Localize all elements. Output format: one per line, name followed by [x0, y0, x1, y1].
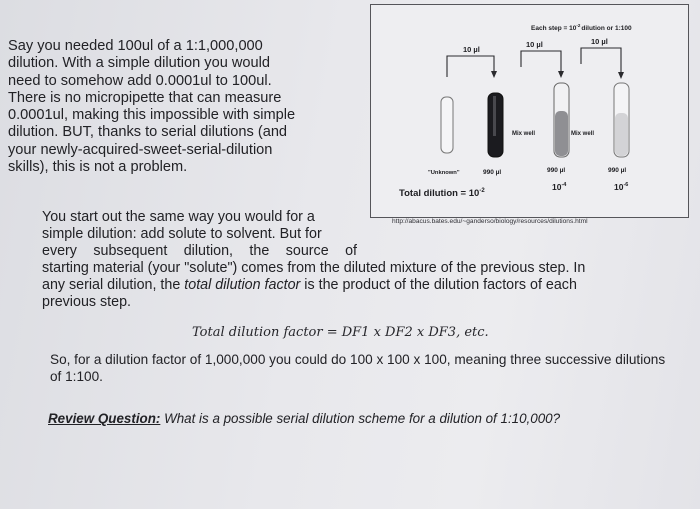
dilution-formula: Total dilution factor = DF1 x DF2 x DF3, etc. — [192, 325, 489, 340]
intro-line: your newly-acquired-sweet-serial-dilution — [8, 141, 273, 158]
body-line: You start out the same way you would for a — [42, 209, 315, 225]
body-line: starting material (your "solute") comes from the diluted mixture of the previous step. In — [42, 260, 586, 276]
intro-line: skills), this is not a problem. — [8, 159, 188, 176]
source-url[interactable]: http://abacus.bates.edu/~ganderso/biology/resources/dilutions.html — [392, 218, 588, 225]
serial-dilution-figure — [370, 4, 689, 218]
example-paragraph: So, for a dilution factor of 1,000,000 you could do 100 x 100 x 100, meaning three successive dilutions of 1:100. — [50, 352, 666, 384]
mix-well-label: Mix well — [512, 131, 536, 137]
unknown-label: "Unknown" — [428, 170, 460, 176]
review-label: Review Question: — [48, 411, 161, 426]
review-question — [48, 411, 560, 426]
second-dilution-tube — [554, 83, 569, 157]
body-line: simple dilution: add solute to solvent. But for — [42, 226, 322, 242]
volume-label: 990 µl — [608, 167, 627, 174]
first-dilution-tube — [488, 93, 503, 157]
stage-dilution-label: $10^{-4}$ — [552, 182, 567, 192]
mix-well-label: Mix well — [571, 131, 595, 137]
stage-dilution-label: $10^{-6}$ — [614, 182, 629, 192]
volume-label: 990 µl — [547, 167, 566, 174]
volume-label: 990 µl — [483, 169, 502, 176]
transfer-label: 10 µl — [591, 37, 608, 46]
intro-line: dilution. BUT, thanks to serial dilutions (and — [8, 124, 288, 141]
serial-dilution-diagram — [371, 5, 688, 217]
body-line-mixed — [42, 277, 655, 294]
body-text: is the product of the dilution factors of each — [304, 277, 577, 293]
unknown-tube — [441, 97, 453, 153]
total-dilution-label: Total dilution = $10^{-2}$ — [399, 188, 485, 199]
body-line: every subsequent dilution, the source of — [42, 243, 357, 259]
arrow-heads — [491, 71, 624, 79]
intro-line: Say you needed 100ul of a 1:1,000,000 — [8, 38, 263, 54]
figure-header: Each step = $10^{-2}dilution$ or 1:100 — [531, 23, 632, 32]
transfer-label: 10 µl — [463, 45, 480, 54]
intro-paragraph — [8, 38, 358, 176]
body-text: any serial dilution, the — [42, 277, 181, 293]
transfer-label: 10 µl — [526, 40, 543, 49]
intro-line: dilution. With a simple dilution you would — [8, 55, 271, 72]
emphasis-text: total dilution factor — [184, 277, 301, 293]
review-question-text: What is a possible serial dilution scheme for a dilution of 1:10,000? — [160, 411, 561, 426]
intro-line: There is no micropipette that can measure — [8, 89, 282, 106]
third-dilution-tube — [614, 83, 629, 157]
body-line: previous step. — [42, 294, 132, 310]
body-paragraph — [42, 209, 655, 311]
intro-line: 0.0001ul, making this impossible with simple — [8, 107, 296, 124]
intro-line: need to somehow add 0.0001ul to 100ul. — [8, 72, 272, 89]
